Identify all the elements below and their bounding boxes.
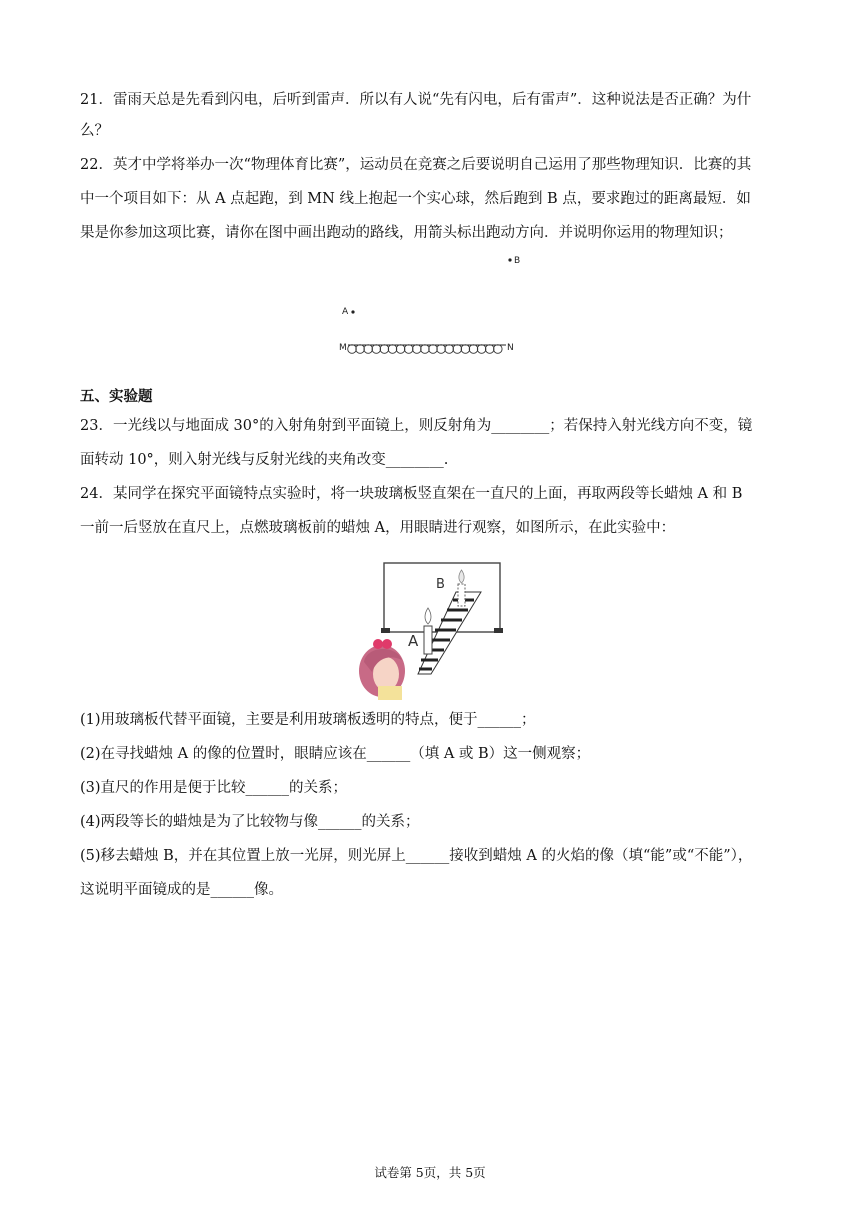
plate-foot-left [381,628,390,633]
line-q22-l2: 中一个项目如下：从 A 点起跑，到 MN 线上抱起一个实心球，然后跑到 B 点，要求跑过的距离最短．如 [80,191,751,207]
girl-observer-icon [359,639,405,700]
ball [429,345,438,354]
label-m: M [339,343,347,353]
ball [372,345,381,354]
ball [445,345,454,354]
line-q24-s2: (2)在寻找蜡烛 A 的像的位置时，眼睛应该在______（填 A 或 B）这一侧观察； [80,746,591,762]
ball [485,345,494,354]
candle-a-label: A [408,632,419,650]
ball [469,345,478,354]
point-a [351,310,354,313]
race-figure [330,248,530,368]
candle-a [424,626,432,654]
ball [494,345,503,354]
candle-b-label: B [436,577,445,592]
label-n: N [507,343,514,353]
ball [413,345,422,354]
ball [356,345,365,354]
plate-foot-right [494,628,503,633]
line-q24-s5b: 这说明平面镜成的是______像。 [80,882,283,898]
label-a: A [342,307,349,317]
ball [388,345,397,354]
page-footer: 试卷第 5页，共 5页 [374,1165,486,1180]
ball [364,345,373,354]
line-q22-l1: 22．英才中学将举办一次“物理体育比赛”，运动员在竞赛之后要说明自己运用了那些物理知识．比赛的其 [80,157,752,173]
ball [437,345,446,354]
line-q22-l3: 果是你参加这项比赛，请你在图中画出跑动的路线，用箭头标出跑动方向．并说明你运用的物理知识； [80,225,733,241]
candle-b [458,584,465,606]
point-b [508,258,511,261]
line-q24-s3: (3)直尺的作用是便于比较______的关系； [80,780,348,796]
line-q24-s5a: (5)移去蜡烛 B，并在其位置上放一光屏，则光屏上______接收到蜡烛 A 的火焰的像（填“能”或“不能”）， [80,848,753,864]
ball [348,345,357,354]
ball [396,345,405,354]
line-q24-l1: 24．某同学在探究平面镜特点实验时，将一块玻璃板竖直架在一直尺的上面，再取两段等长蜡烛 A 和 B [80,486,743,502]
ball [461,345,470,354]
line-q23-l1: 23．一光线以与地面成 30°的入射角射到平面镜上，则反射角为________；若保持入射光线方向不变，镜 [80,418,753,434]
line-q21-l1: 21．雷雨天总是先看到闪电，后听到雷声．所以有人说“先有闪电，后有雷声”．这种说法是否正确？为什 [80,92,752,108]
ball [404,345,413,354]
line-q21-l2: 么？ [80,123,109,139]
line-q24-l2: 一前一后竖放在直尺上，点燃玻璃板前的蜡烛 A，用眼睛进行观察，如图所示，在此实验中： [80,520,676,536]
ball-row [348,345,502,354]
mirror-experiment-figure [352,558,508,700]
ball [453,345,462,354]
label-b: B [514,256,521,266]
line-q24-s4: (4)两段等长的蜡烛是为了比较物与像______的关系； [80,814,420,830]
ball [380,345,389,354]
section-title-experiment: 五、实验题 [80,389,153,405]
line-q24-s1: (1)用玻璃板代替平面镜，主要是利用玻璃板透明的特点，便于______； [80,712,536,728]
line-q23-l2: 面转动 10°，则入射光线与反射光线的夹角改变________. [80,452,449,468]
ball [421,345,430,354]
ball [477,345,486,354]
